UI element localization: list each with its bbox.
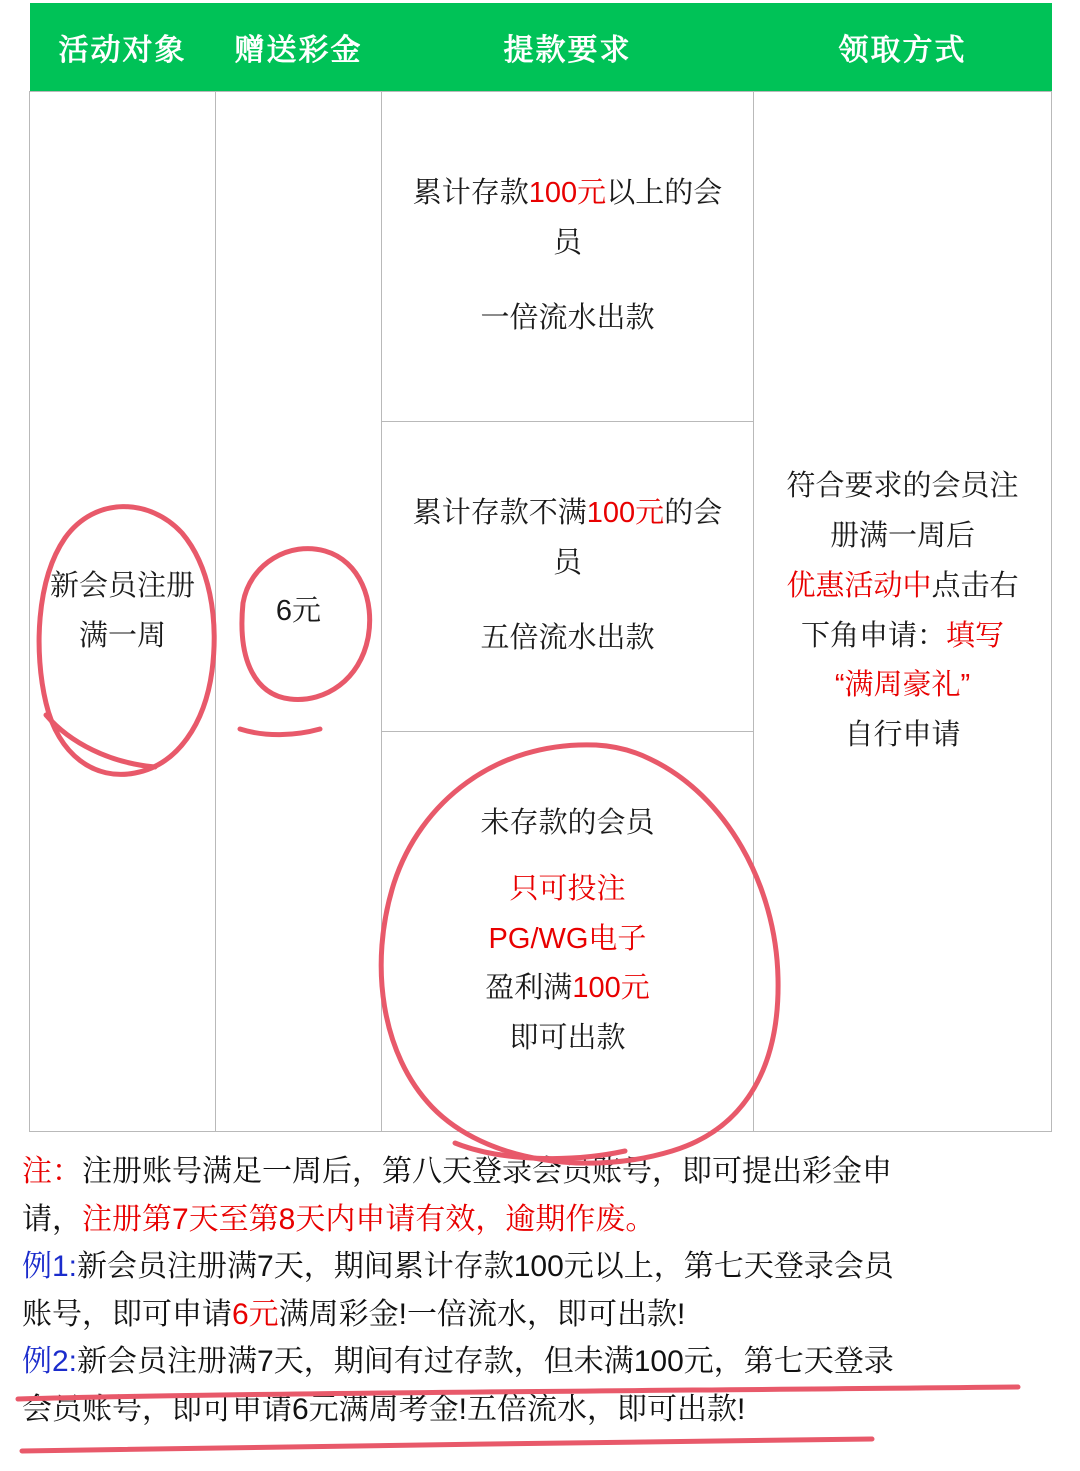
table-row	[30, 92, 1052, 422]
example-1-label: 例1:	[22, 1250, 78, 1284]
cell-requirement-2	[382, 422, 754, 732]
req3-profit-pre: 盈利满	[485, 972, 573, 1005]
claim-line-3-post: 点击右	[931, 569, 1019, 602]
requirement-1-line-2: 员	[552, 226, 582, 259]
header-requirements: 提款要求	[382, 3, 754, 92]
requirement-3-games: PG/WG电子	[488, 922, 647, 955]
example-2-line-2: 会员账号，即可申请6元满周考金!五倍流水，即可出款!	[22, 1392, 746, 1426]
example-1	[22, 1244, 1062, 1290]
example-1-line-2-pre: 账号，即可申请	[22, 1297, 232, 1331]
requirement-2-line-2: 员	[552, 546, 582, 579]
requirement-3-withdraw: 即可出款	[509, 1022, 626, 1055]
claim-gift-name: “满周豪礼”	[834, 669, 971, 702]
example-1-bonus: 6元	[232, 1297, 279, 1331]
example-2	[22, 1339, 1062, 1385]
req1-text-post: 以上的会	[606, 176, 723, 209]
requirement-1-line-3: 一倍流水出款	[480, 302, 655, 335]
claim-line-4-pre: 下角申请：	[800, 619, 946, 652]
example-1-continued	[22, 1292, 1062, 1338]
note-paragraph-2	[22, 1197, 1062, 1243]
req3-profit-amount: 100元	[572, 972, 650, 1005]
header-claim-method: 领取方式	[754, 3, 1052, 92]
example-2-continued	[22, 1387, 1062, 1433]
footer-notes	[22, 1149, 1062, 1435]
claim-line-2: 册满一周后	[829, 519, 975, 552]
example-1-line-2-post: 满周彩金!一倍流水，即可出款!	[278, 1297, 686, 1331]
req1-text-pre: 累计存款	[412, 176, 529, 209]
requirement-3-profit	[394, 964, 741, 1014]
promotion-table	[29, 3, 1052, 1132]
note-paragraph	[22, 1149, 1062, 1195]
claim-line-4	[766, 612, 1039, 662]
cell-target	[30, 92, 216, 1132]
claim-line-3	[766, 562, 1039, 612]
example-2-label: 例2:	[22, 1345, 78, 1379]
req2-text-pre: 累计存款不满	[412, 496, 587, 529]
requirement-2-line-3: 五倍流水出款	[480, 622, 655, 655]
promo-table-page	[0, 3, 1080, 1471]
cell-requirement-1	[382, 92, 754, 422]
requirement-3-line-1: 未存款的会员	[480, 806, 655, 839]
req2-amount: 100元	[586, 496, 665, 529]
table-header-row	[30, 3, 1052, 92]
target-line-1: 新会员注册	[49, 569, 195, 602]
header-target: 活动对象	[30, 3, 216, 92]
note-line-2-pre: 请，	[22, 1202, 82, 1236]
claim-line-1: 符合要求的会员注	[786, 469, 1019, 502]
req1-amount: 100元	[528, 176, 607, 209]
requirement-1-line-1	[394, 169, 741, 219]
bonus-amount: 6元	[275, 594, 322, 627]
target-line-2: 满一周	[78, 619, 166, 652]
cell-claim-method	[754, 92, 1052, 1132]
example-1-line-1: 新会员注册满7天，期间累计存款100元以上，第七天登录会员	[77, 1250, 894, 1284]
cell-requirement-3	[382, 732, 754, 1132]
claim-line-6: 自行申请	[844, 719, 961, 752]
claim-promo-highlight: 优惠活动中	[786, 569, 932, 602]
header-bonus: 赠送彩金	[216, 3, 382, 92]
req2-text-post: 的会	[664, 496, 723, 529]
note-line-1: 注册账号满足一周后，第八天登录会员账号，即可提出彩金申	[82, 1155, 892, 1188]
underline-example2-line2	[22, 1439, 872, 1451]
cell-bonus	[216, 92, 382, 1132]
requirement-3-bet-only: 只可投注	[509, 872, 626, 905]
claim-fill-highlight: 填写	[946, 619, 1005, 652]
note-label: 注：	[22, 1155, 82, 1188]
example-2-line-1: 新会员注册满7天，期间有过存款，但未满100元，第七天登录	[77, 1345, 894, 1379]
requirement-2-line-1	[394, 489, 741, 539]
note-line-2-highlight: 注册第7天至第8天内申请有效，逾期作废。	[82, 1202, 656, 1236]
